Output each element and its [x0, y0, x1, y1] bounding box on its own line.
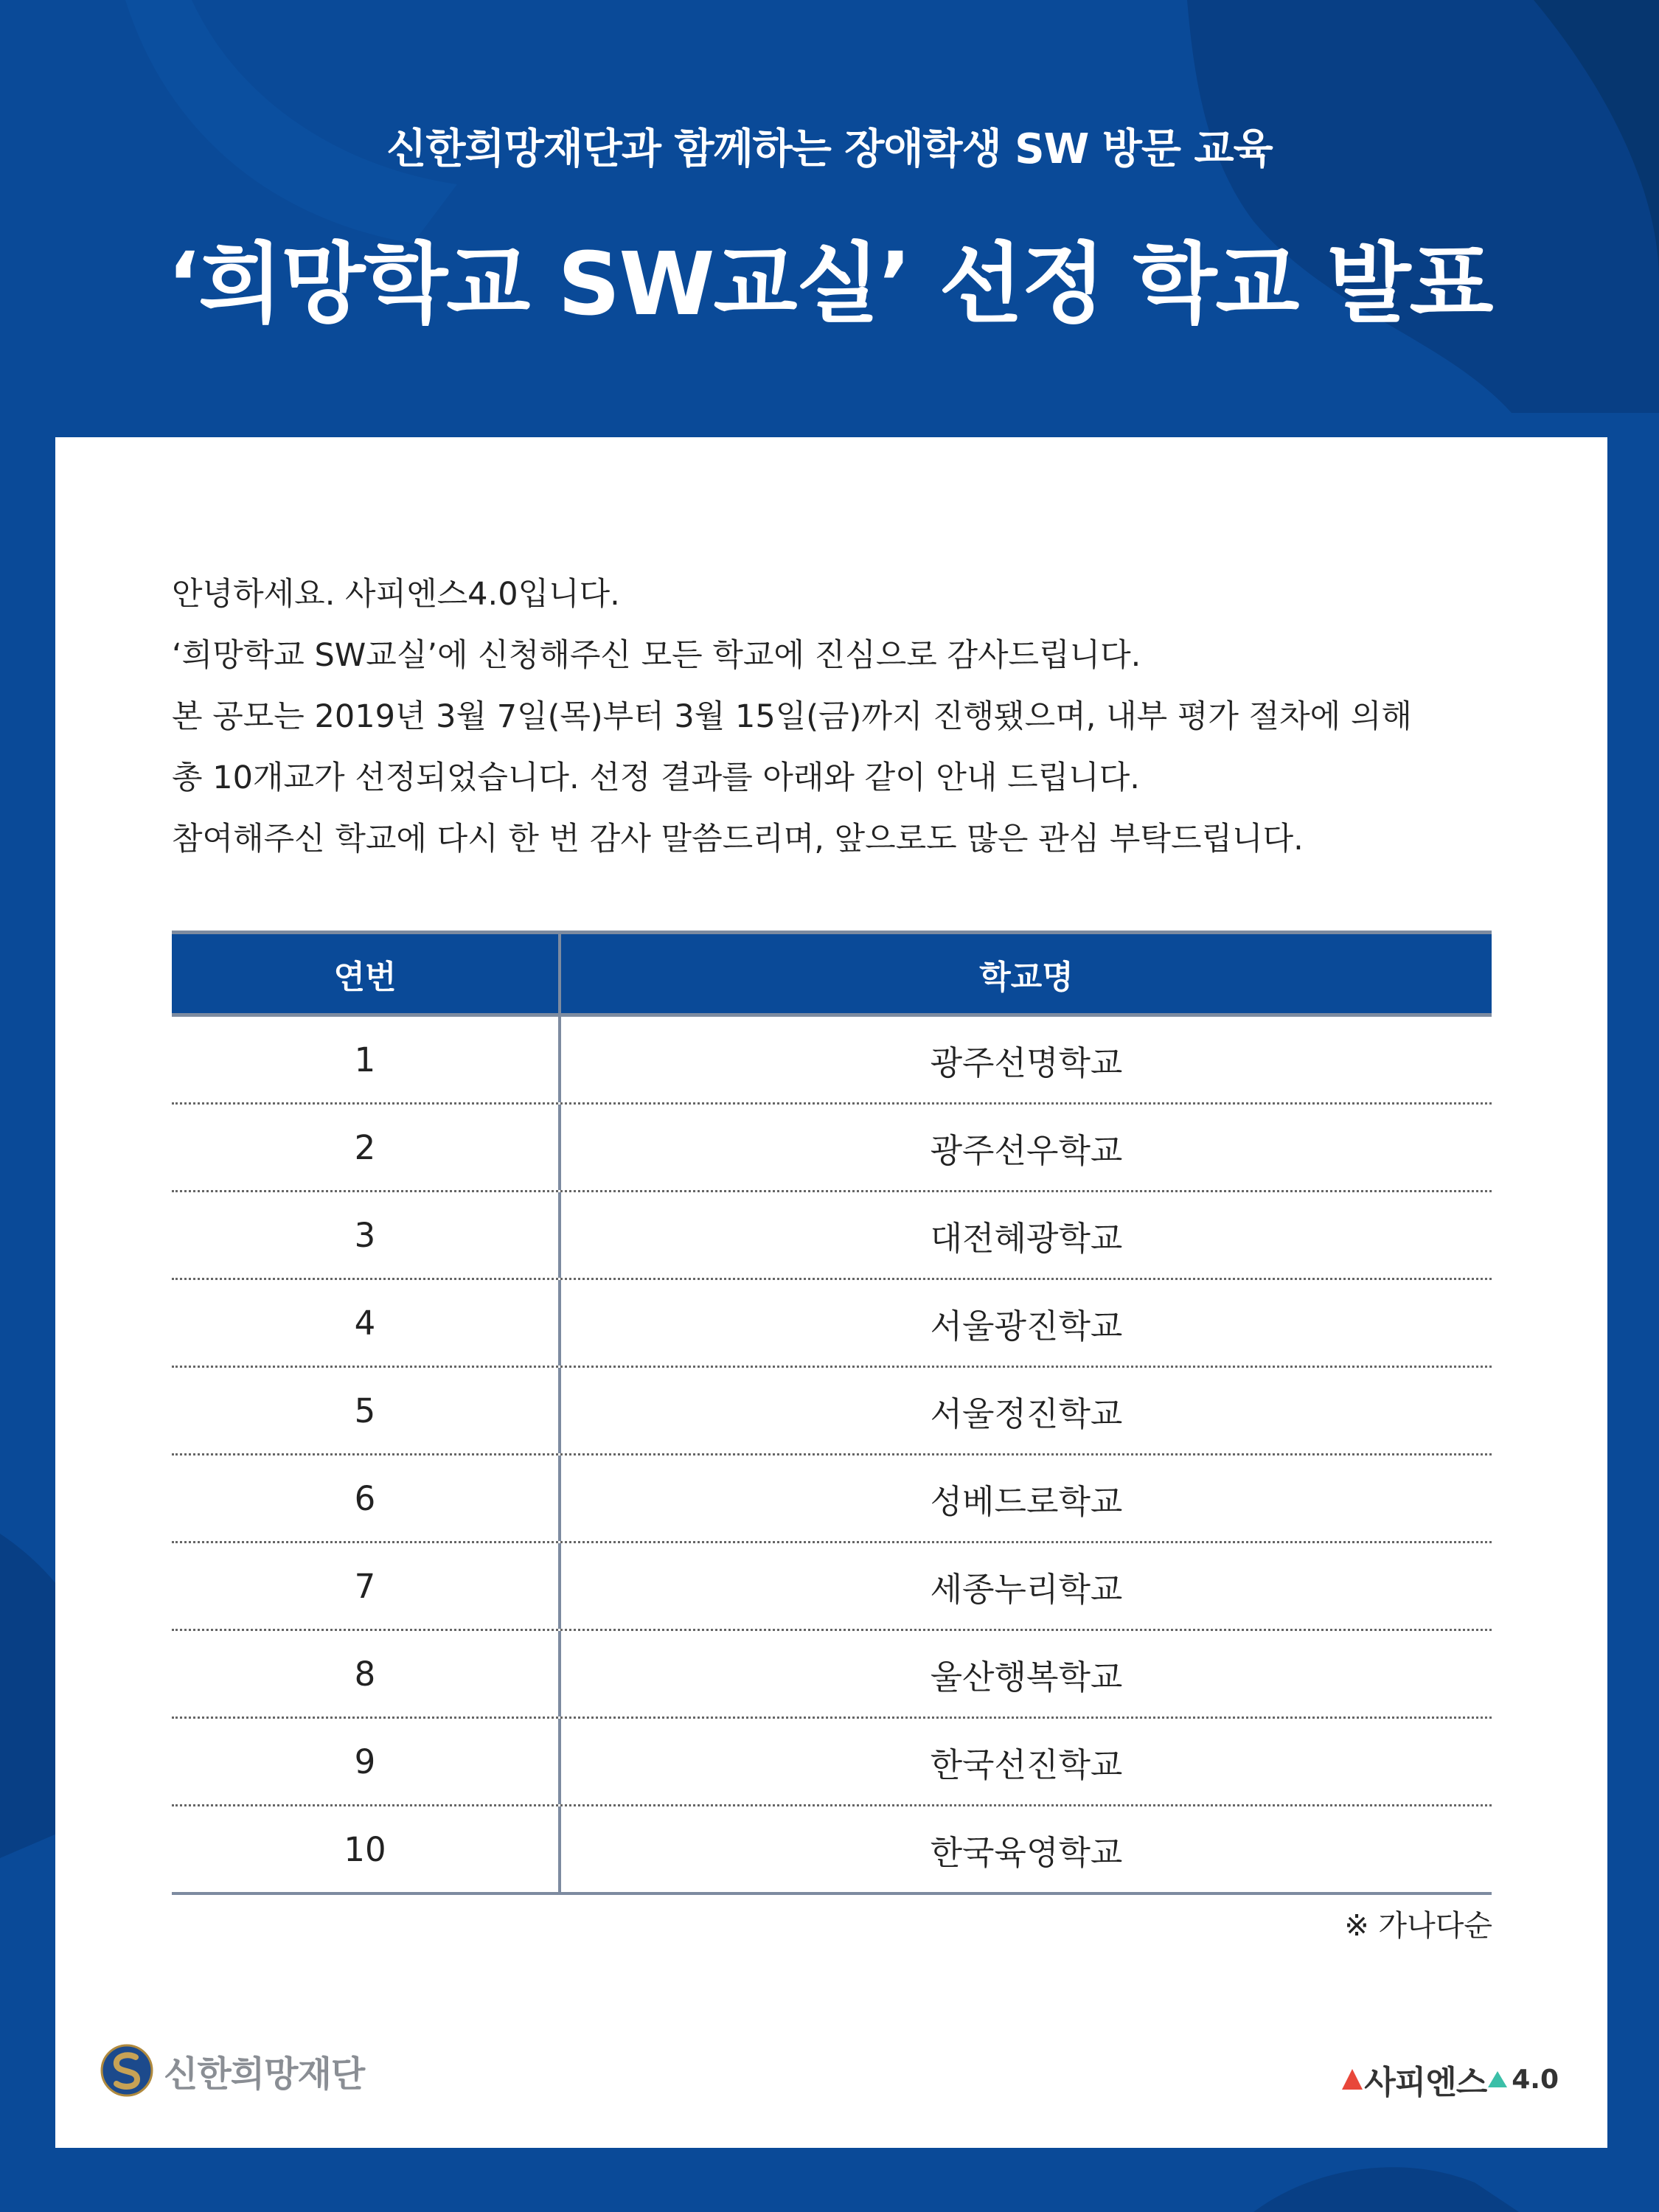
intro-line: 참여해주신 학교에 다시 한 번 감사 말씀드리며, 앞으로도 많은 관심 부탁드립니다.: [172, 821, 1304, 858]
row-number: 9: [172, 1719, 561, 1804]
selected-schools-table: [172, 931, 1492, 1895]
table-row: [172, 1280, 1492, 1368]
row-number: 6: [172, 1455, 561, 1541]
sapiens-logo: [1340, 2056, 1559, 2103]
row-school-name: 울산행복학교: [930, 1657, 1123, 1697]
sort-order-note: ※ 가나다순: [1344, 1909, 1492, 1943]
row-number: 10: [172, 1806, 561, 1892]
header-school-name: 학교명: [979, 958, 1074, 996]
intro-line: 본 공모는 2019년 3월 7일(목)부터 3월 15일(금)까지 진행됐으며, 내부 평가 절차에 의해: [172, 698, 1412, 735]
row-school-name: 세종누리학교: [930, 1569, 1123, 1609]
row-number: 5: [172, 1368, 561, 1453]
intro-line: ‘희망학교 SW교실’에 신청해주신 모든 학교에 진심으로 감사드립니다.: [172, 637, 1141, 674]
row-school-name: 한국선진학교: [930, 1745, 1123, 1784]
row-number: 1: [172, 1017, 561, 1102]
logo-left-text: 신한희망재단: [164, 2053, 365, 2095]
header-subtitle: 신한희망재단과 함께하는 장애학생 SW 방문 교육: [386, 125, 1273, 173]
row-number: 2: [172, 1105, 561, 1190]
row-number: 8: [172, 1631, 561, 1717]
shinhan-emblem-icon: [100, 2044, 153, 2097]
row-school-name: 서울정진학교: [930, 1394, 1123, 1433]
table-row: [172, 1719, 1492, 1806]
triangle-icon: [1340, 2065, 1364, 2094]
teal-triangle-icon: [1486, 2068, 1509, 2090]
table-row: [172, 1017, 1492, 1105]
row-number: 7: [172, 1543, 561, 1629]
row-school-name: 한국육영학교: [930, 1832, 1123, 1872]
intro-line: 총 10개교가 선정되었습니다. 선정 결과를 아래와 같이 안내 드립니다.: [172, 759, 1140, 796]
table-row: [172, 1455, 1492, 1543]
intro-line: 안녕하세요. 사피엔스4.0입니다.: [172, 576, 620, 613]
table-header: [172, 931, 1492, 1017]
row-school-name: 광주선우학교: [930, 1130, 1123, 1170]
table-row: [172, 1806, 1492, 1895]
row-number: 3: [172, 1192, 561, 1278]
logo-right-version: 4.0: [1512, 2064, 1559, 2095]
row-school-name: 서울광진학교: [930, 1306, 1123, 1346]
table-row: [172, 1543, 1492, 1631]
intro-text: [172, 564, 1499, 870]
shinhan-hope-foundation-logo: [100, 2044, 364, 2097]
table-row: [172, 1631, 1492, 1719]
row-number: 4: [172, 1280, 561, 1366]
table-row: [172, 1192, 1492, 1280]
row-school-name: 성베드로학교: [930, 1481, 1123, 1521]
row-school-name: 대전혜광학교: [930, 1218, 1123, 1258]
header-number: 연번: [172, 934, 561, 1013]
row-school-name: 광주선명학교: [930, 1043, 1123, 1082]
table-row: [172, 1105, 1492, 1192]
page-title: ‘희망학교 SW교실’ 선정 학교 발표: [167, 233, 1492, 335]
table-row: [172, 1368, 1492, 1455]
logo-right-text: 사피엔스: [1364, 2064, 1487, 2101]
